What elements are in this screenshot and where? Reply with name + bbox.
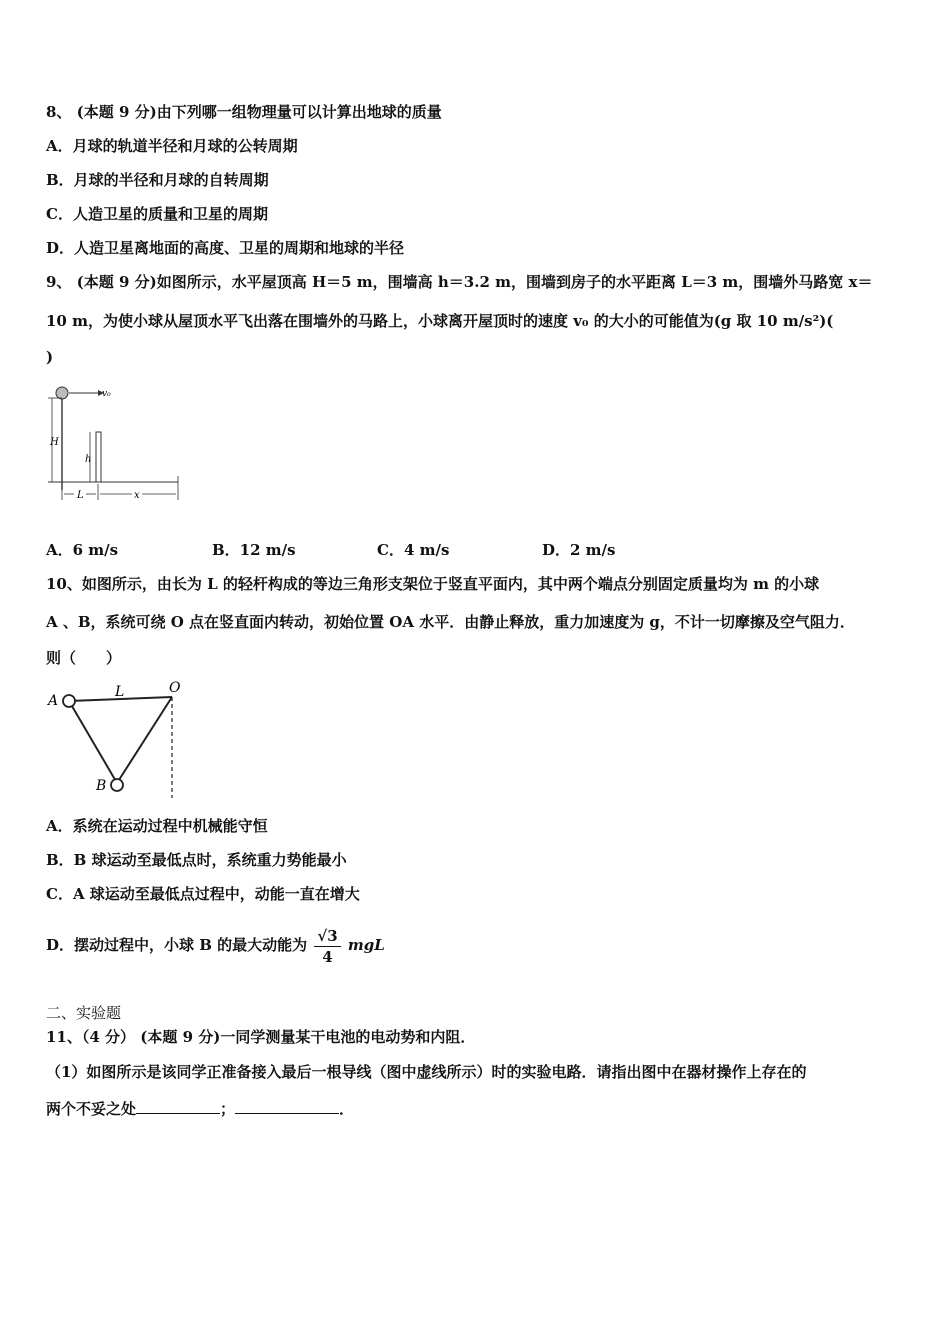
q9-figure <box>40 380 190 505</box>
q9-stem-line1: 9、 (本题 9 分)如图所示，水平屋顶高 H＝5 m，围墙高 h＝3.2 m，围墙到房子的水平距离 L＝3 m，围墙外马路宽 x＝ <box>46 273 873 291</box>
q9-label-x: x <box>134 490 140 501</box>
q10-option-d-fraction <box>314 926 340 967</box>
q9-ball <box>56 387 68 399</box>
q11-sub1-separator: ； <box>220 1100 236 1118</box>
q9-label-L: L <box>77 490 84 501</box>
q8-option-c: C．人造卫星的质量和卫星的周期 <box>46 205 268 223</box>
q10-option-c: C．A 球运动至最低点过程中，动能一直在增大 <box>46 885 360 903</box>
q11-sub1-end: ． <box>339 1100 355 1118</box>
q8-option-b: B．月球的半径和月球的自转周期 <box>46 171 269 189</box>
q9-fence-wall <box>96 432 101 482</box>
q9-label-H: H <box>50 437 59 448</box>
q10-stem-line3: 则（ ） <box>46 649 122 667</box>
q10-stem-line2: A 、B，系统可绕 O 点在竖直面内转动，初始位置 OA 水平．由静止释放，重力加速度为 g，不计一切摩擦及空气阻力． <box>46 613 855 631</box>
q11-stem: 11、（4 分） (本题 9 分)一同学测量某干电池的电动势和内阻． <box>46 1028 476 1046</box>
q9-label-h: h <box>85 454 92 465</box>
q11-sub1-line1: （1）如图所示是该同学正准备接入最后一根导线（图中虚线所示）时的实验电路．请指出图中在器材操作上存在的 <box>46 1063 807 1081</box>
q11-blank-2 <box>235 1099 339 1114</box>
q10-ball-A <box>63 695 75 707</box>
q10-label-O: O <box>169 680 181 696</box>
q10-rod-AB <box>69 701 117 783</box>
q10-stem-line1: 10、如图所示，由长为 L 的轻杆构成的等边三角形支架位于竖直平面内，其中两个端点分别固定质量均为 m 的小球 <box>46 575 820 593</box>
q10-label-B: B <box>96 778 107 794</box>
q11-sub1-line2 <box>46 1099 354 1119</box>
q8-stem: 8、 (本题 9 分)由下列哪一组物理量可以计算出地球的质量 <box>46 103 442 121</box>
q10-option-d-numerator: √3 <box>314 926 340 947</box>
q10-figure <box>44 680 194 800</box>
section-title-experiment: 二、实验题 <box>46 1004 122 1022</box>
q9-option-d: D．2 m/s <box>542 541 616 559</box>
q9-stem-line2: 10 m，为使小球从屋顶水平飞出落在围墙外的马路上，小球离开屋顶时的速度 v₀ 的大小的可能值为(g 取 10 m/s²)( <box>46 312 834 330</box>
q9-option-c: C．4 m/s <box>377 541 450 559</box>
q8-option-d: D．人造卫星离地面的高度、卫星的周期和地球的半径 <box>46 239 405 257</box>
q10-option-d <box>46 920 385 970</box>
q10-option-d-denominator: 4 <box>322 947 333 966</box>
q11-blank-1 <box>136 1099 220 1114</box>
q9-option-a: A．6 m/s <box>46 541 119 559</box>
q11-sub1-prefix: 两个不妥之处 <box>46 1100 137 1118</box>
q10-option-d-prefix: D．摆动过程中，小球 B 的最大动能为 <box>46 936 308 954</box>
q10-ball-B <box>111 779 123 791</box>
q9-label-v0: v₀ <box>102 389 111 399</box>
q10-label-A: A <box>48 693 59 709</box>
q10-option-a: A．系统在运动过程中机械能守恒 <box>46 817 268 835</box>
q10-label-L: L <box>115 684 125 700</box>
q8-option-a: A．月球的轨道半径和月球的公转周期 <box>46 137 298 155</box>
q9-option-b: B．12 m/s <box>212 541 296 559</box>
q10-option-b: B．B 球运动至最低点时，系统重力势能最小 <box>46 851 347 869</box>
q9-stem-line3: ) <box>46 348 54 366</box>
q10-rod-OB <box>117 697 172 783</box>
q10-option-d-suffix: mgL <box>347 936 385 954</box>
